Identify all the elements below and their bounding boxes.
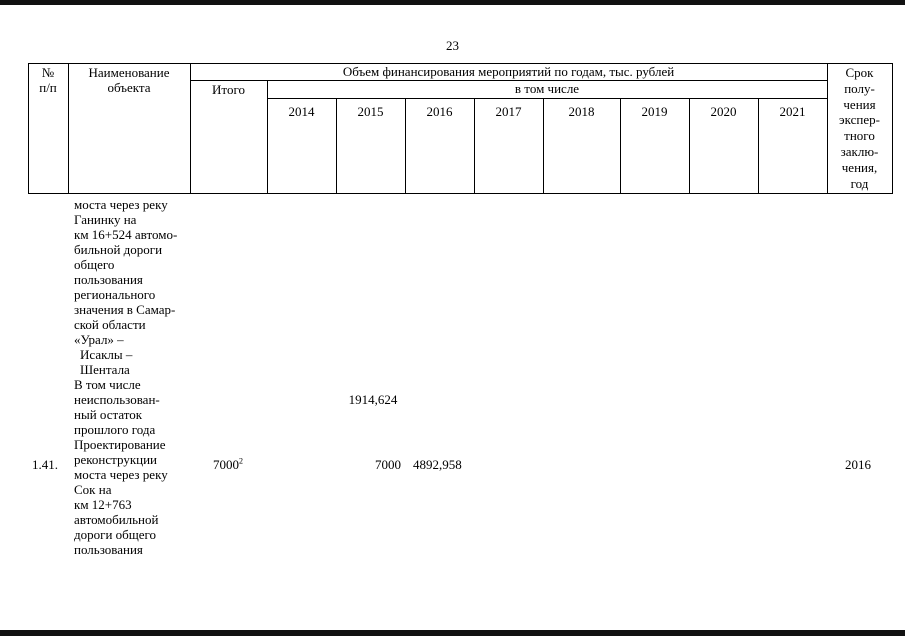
header-deadline-line: чения	[843, 96, 876, 112]
text-line: Исаклы –	[80, 347, 133, 362]
text-line: значения в Самар-	[74, 302, 176, 317]
total-number: 7000	[213, 457, 239, 472]
text-line: ской области	[74, 317, 146, 332]
rule	[267, 98, 827, 99]
header-object-line: объекта	[107, 80, 151, 95]
text-line: реконструкции	[74, 452, 158, 467]
text-line: Сок на	[74, 482, 112, 497]
header-funding-title: Объем финансирования мероприятий по годам, тыс. рублей	[342, 64, 675, 79]
text-line: Ганинку на	[74, 212, 137, 227]
header-number	[28, 65, 68, 95]
text-line: автомобильной	[74, 512, 159, 527]
text-line: неиспользован-	[74, 392, 160, 407]
header-object-line: Наименование	[88, 65, 170, 80]
header-year: 2021	[779, 104, 806, 119]
header-number-line: №	[41, 65, 55, 80]
text-line: моста через реку	[74, 197, 168, 212]
row-total-value	[213, 457, 243, 473]
rule	[28, 193, 893, 194]
header-year: 2020	[710, 104, 737, 119]
header-deadline-line: тного	[844, 128, 875, 144]
row-number: 1.41.	[32, 457, 58, 472]
text-line: В том числе	[74, 377, 141, 392]
header-deadline-line: год	[850, 175, 869, 191]
row-2015-value: 7000	[375, 457, 401, 472]
rule	[267, 80, 268, 194]
remainder-2015-value: 1914,624	[348, 392, 398, 407]
text-line: Шентала	[80, 362, 130, 377]
header-deadline-line: чения,	[841, 159, 878, 175]
header-year: 2015	[357, 104, 384, 119]
page-number: 23	[446, 38, 459, 53]
text-line: дороги общего	[74, 527, 157, 542]
object-description	[74, 197, 194, 557]
text-line: общего	[74, 257, 115, 272]
text-line: км 12+763	[74, 497, 132, 512]
text-line: моста через реку	[74, 467, 168, 482]
row-deadline-value: 2016	[845, 457, 871, 472]
header-deadline-line: полу-	[844, 80, 875, 96]
text-line: км 16+524 автомо-	[74, 227, 178, 242]
text-line: ный остаток	[74, 407, 143, 422]
row-2016-value: 4892,958	[413, 457, 462, 472]
header-object-name	[68, 65, 190, 95]
rule	[892, 63, 893, 194]
header-deadline-line: Срок	[845, 65, 874, 80]
text-line: пользования	[74, 542, 143, 557]
text-line: прошлого года	[74, 422, 156, 437]
scan-bottom-border	[0, 630, 905, 636]
scan-top-border	[0, 0, 905, 5]
footnote-mark: 2	[239, 456, 243, 466]
header-deadline-line: экспер-	[839, 112, 880, 128]
header-including: в том числе	[514, 81, 580, 96]
header-year: 2016	[426, 104, 453, 119]
header-deadline-line: заклю-	[840, 143, 879, 159]
header-year: 2014	[288, 104, 315, 119]
text-line: пользования	[74, 272, 143, 287]
text-line: регионального	[74, 287, 156, 302]
text-line: Проектирование	[74, 437, 166, 452]
header-number-line: п/п	[39, 80, 57, 95]
header-year: 2019	[641, 104, 668, 119]
header-total: Итого	[212, 82, 245, 97]
header-deadline	[827, 65, 892, 191]
text-line: «Урал» –	[74, 332, 124, 347]
header-year: 2017	[495, 104, 522, 119]
header-year: 2018	[568, 104, 595, 119]
text-line: бильной дороги	[74, 242, 163, 257]
